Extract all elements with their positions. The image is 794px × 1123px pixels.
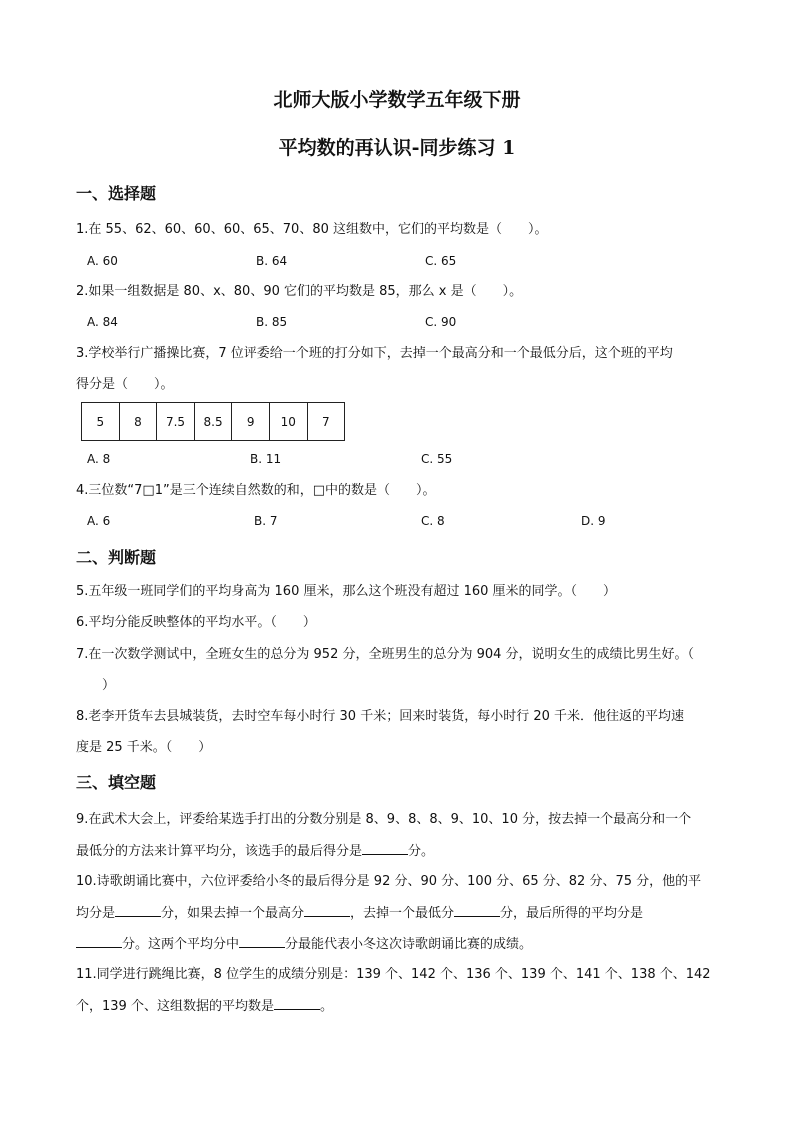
q2-option-c: C. 90 <box>425 315 457 329</box>
q4-option-d: D. 9 <box>581 514 606 528</box>
answer-blank[interactable] <box>362 842 408 855</box>
q1-option-c: C. 65 <box>425 254 457 268</box>
q1-option-a: A. 60 <box>87 254 118 268</box>
question-10-text: 分，如果去掉一个最高分 <box>161 906 305 921</box>
question-2: 2.如果一组数据是 80、x、80、90 它们的平均数是 85，那么 x 是（ ）。 <box>76 284 523 299</box>
table-cell: 7 <box>307 403 345 441</box>
q4-option-a: A. 6 <box>87 514 111 528</box>
answer-blank[interactable] <box>76 935 122 948</box>
question-3-line-1: 3.学校举行广播操比赛，7 位评委给一个班的打分如下，去掉一个最高分和一个最低分后，这个班的平均 <box>76 346 673 361</box>
q3-option-a: A. 8 <box>87 452 111 466</box>
q1-option-b: B. 64 <box>256 254 288 268</box>
q4-option-b: B. 7 <box>254 514 278 528</box>
table-cell: 9 <box>232 403 270 441</box>
section-heading-choice: 一、选择题 <box>76 184 157 203</box>
section-heading-judgement: 二、判断题 <box>76 548 157 567</box>
document-title: 北师大版小学数学五年级下册 <box>273 89 521 111</box>
question-10-text: 分最能代表小冬这次诗歌朗诵比赛的成绩。 <box>285 937 533 952</box>
question-10-text: 分。这两个平均分中 <box>122 937 240 952</box>
question-10-line-1: 10.诗歌朗诵比赛中，六位评委给小冬的最后得分是 92 分、90 分、100 分、65 分、82 分、75 分，他的平 <box>76 874 702 889</box>
answer-blank[interactable] <box>274 997 320 1010</box>
question-10-line-2 <box>76 904 643 923</box>
question-7-line-1: 7.在一次数学测试中，全班女生的总分为 952 分，全班男生的总分为 904 分，说明女生的成绩比男生好。（ <box>76 647 695 662</box>
table-cell: 5 <box>82 403 120 441</box>
document-subtitle: 平均数的再认识-同步练习 1 <box>278 137 516 159</box>
q3-option-c: C. 55 <box>421 452 453 466</box>
question-8-line-1: 8.老李开货车去县城装货，去时空车每小时行 30 千米；回来时装货，每小时行 20 千米．他往返的平均速 <box>76 709 685 724</box>
question-10-text: 均分是 <box>76 906 116 921</box>
table-cell: 10 <box>269 403 307 441</box>
question-11-text-a: 个，139 个、这组数据的平均数是 <box>76 999 274 1014</box>
question-9-text-b: 分。 <box>408 844 435 859</box>
question-10-line-3 <box>76 935 532 954</box>
table-cell: 8.5 <box>194 403 232 441</box>
table-cell: 8 <box>119 403 157 441</box>
table-cell: 7.5 <box>157 403 195 441</box>
question-11-line-2 <box>76 997 333 1016</box>
question-11-line-1: 11.同学进行跳绳比赛，8 位学生的成绩分别是：139 个、142 个、136 个、139 个、141 个、138 个、142 <box>76 967 711 982</box>
question-10-text: 分，最后所得的平均分是 <box>500 906 644 921</box>
question-10-text: ，去掉一个最低分 <box>350 906 455 921</box>
answer-blank[interactable] <box>115 904 161 917</box>
question-3-line-2: 得分是（ ）。 <box>76 377 174 392</box>
q4-option-c: C. 8 <box>421 514 445 528</box>
table-row <box>82 403 345 441</box>
question-9-line-2 <box>76 842 434 861</box>
question-1: 1.在 55、62、60、60、60、65、70、80 这组数中，它们的平均数是（ ）。 <box>76 222 548 237</box>
question-7-line-2: ） <box>76 678 116 693</box>
question-11-text-b: 。 <box>319 999 333 1014</box>
question-9-text-a: 最低分的方法来计算平均分，该选手的最后得分是 <box>76 844 363 859</box>
q2-option-b: B. 85 <box>256 315 288 329</box>
q2-option-a: A. 84 <box>87 315 118 329</box>
question-4: 4.三位数“7□1”是三个连续自然数的和，□中的数是（ ）。 <box>76 483 436 498</box>
question-6: 6.平均分能反映整体的平均水平。（ ） <box>76 615 316 630</box>
answer-blank[interactable] <box>304 904 350 917</box>
question-5: 5.五年级一班同学们的平均身高为 160 厘米，那么这个班没有超过 160 厘米的同学。（ ） <box>76 584 617 599</box>
section-heading-fill-in: 三、填空题 <box>76 773 157 792</box>
q3-option-b: B. 11 <box>250 452 282 466</box>
answer-blank[interactable] <box>239 935 285 948</box>
question-9-line-1: 9.在武术大会上，评委给某选手打出的分数分别是 8、9、8、8、9、10、10 分，按去掉一个最高分和一个 <box>76 812 692 827</box>
answer-blank[interactable] <box>454 904 500 917</box>
score-table <box>81 402 345 441</box>
question-8-line-2: 度是 25 千米。（ ） <box>76 740 212 755</box>
